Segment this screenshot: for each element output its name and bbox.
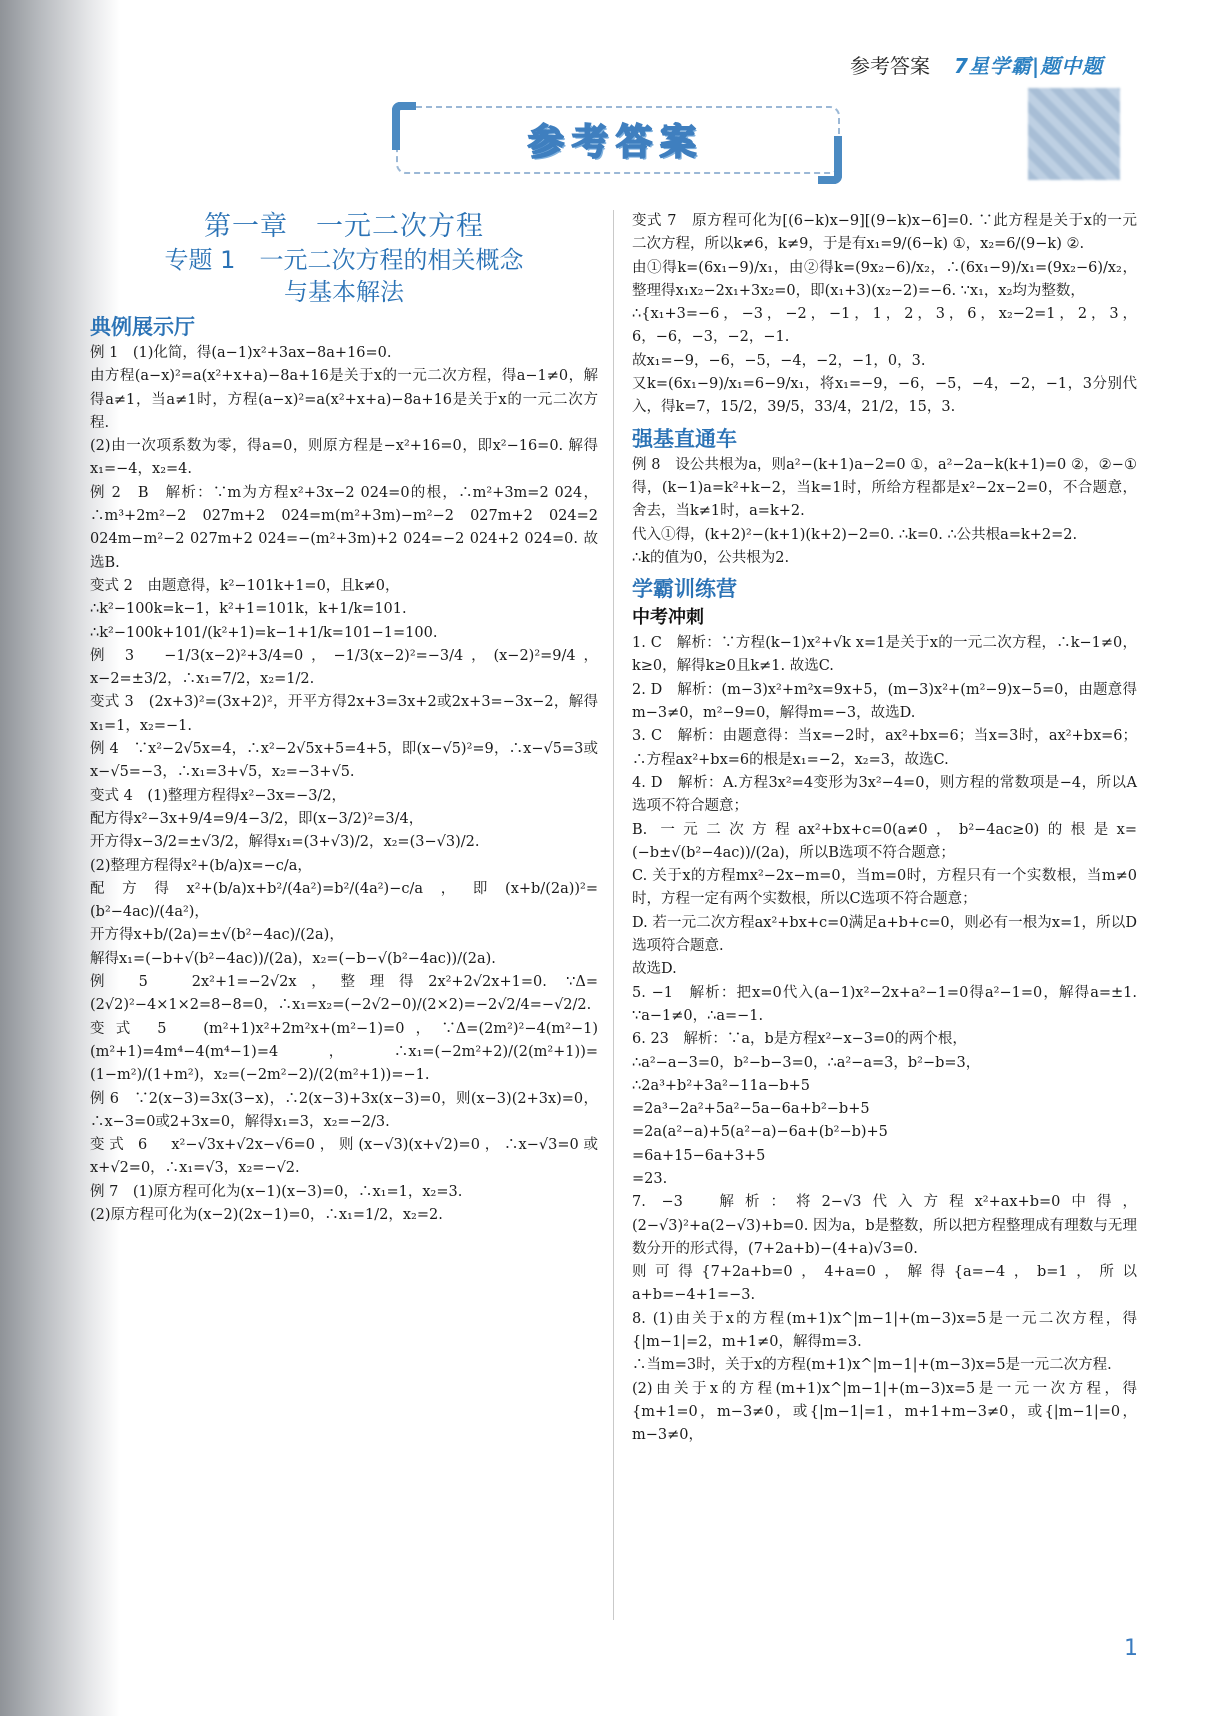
- answer-line: 变式 4 (1)整理方程得x²−3x=−3/2，: [90, 787, 347, 804]
- answer-line: 2. D 解析：(m−3)x²+m²x=9x+5，(m−3)x²+(m²−9)x−5=0，由题意得m−3≠0，m²−9=0，解得m=−3，故选D.: [632, 681, 1137, 722]
- answer-line: 又k=(6x₁−9)/x₁=6−9/x₁，将x₁=−9，−6，−5，−4，−2，−1，3分别代入，得k=7，15/2，39/5，33/4，21/2，15，3.: [632, 376, 1137, 416]
- answer-line: 配方得x²+(b/a)x+b²/(4a²)=b²/(4a²)−c/a，即(x+b/(2a))²=(b²−4ac)/(4a²)，: [90, 880, 598, 921]
- answer-line: ∴k²−100k=k−1，k²+1=101k，k+1/k=101.: [90, 601, 407, 618]
- right-column: [632, 210, 1137, 1448]
- answer-line: ∴当m=3时，关于x的方程(m+1)x^|m−1|+(m−3)x=5是一元二次方程.: [632, 1357, 1112, 1374]
- topic-title-line1: 专题 1 一元二次方程的相关概念: [164, 246, 524, 274]
- answer-line: 3. C 解析：由题意得：当x=−2时，ax²+bx=6；当x=3时，ax²+bx=6；∴方程ax²+bx=6的根是x₁=−2，x₂=3，故选C.: [632, 728, 1137, 768]
- answer-line: 开方得x−3/2=±√3/2，解得x₁=(3+√3)/2，x₂=(3−√3)/2.: [90, 834, 480, 851]
- answer-line: 代入①得，(k+2)²−(k+1)(k+2)−2=0. ∴k=0. ∴公共根a=k+2=2.: [632, 526, 1078, 543]
- answer-line: 例 5 2x²+1=−2√2x，整理得2x²+2√2x+1=0. ∵Δ=(2√2)²−4×1×2=8−8=0，∴x₁=x₂=(−2√2−0)/(2×2)=−2√2/4=−√2/2.: [90, 974, 598, 1014]
- answer-line: 4. D 解析：A.方程3x²=4变形为3x²−4=0，则方程的常数项是−4，所以A选项不符合题意；: [632, 774, 1137, 815]
- answer-line: 变式 7 原方程可化为[(6−k)x−9][(9−k)x−6]=0. ∵此方程是关于x的一元二次方程，所以k≠6，k≠9，于是有x₁=9/(6−k) ①，x₂=6/(9−k) ②.: [632, 213, 1137, 253]
- answer-line: 变式 5 (m²+1)x²+2m²x+(m²−1)=0，∵Δ=(2m²)²−4(m²−1)(m²+1)=4m⁴−4(m⁴−1)=4，∴x₁=(−2m²+2)/(2(m²+1))=(1−m²)/(1+m²)，x₂=(−2m²−2)/(2(m²+1))=−1.: [90, 1020, 598, 1084]
- answer-line: 解得x₁=(−b+√(b²−4ac))/(2a)，x₂=(−b−√(b²−4ac))/(2a).: [90, 950, 496, 967]
- answer-line: C. 关于x的方程mx²−2x−m=0，当m=0时，方程只有一个实数根，当m≠0时，方程一定有两个实数根，所以C选项不符合题意；: [632, 868, 1137, 908]
- left-answer-lines: [90, 342, 598, 1227]
- answer-line: 故选D.: [632, 961, 677, 978]
- answer-line: B. 一元二次方程ax²+bx+c=0(a≠0，b²−4ac≥0)的根是x=(−b±√(b²−4ac))/(2a)，所以B选项不符合题意；: [632, 821, 1137, 861]
- topic-title-line2: 与基本解法: [284, 278, 404, 306]
- header-label: 参考答案: [850, 54, 930, 78]
- answer-line: 6. 23 解析：∵a，b是方程x²−x−3=0的两个根，: [632, 1031, 967, 1048]
- answer-line: 7. −3 解析：将2−√3代入方程x²+ax+b=0中得，(2−√3)²+a(2−√3)+b=0. 因为a，b是整数，所以把方程整理成有理数与无理数分开的形式得，(7+2a+b)−(4+a)√3=0.: [632, 1194, 1137, 1257]
- right-answer-lines-top: [632, 210, 1137, 420]
- answer-line: =2a(a²−a)+5(a²−a)−6a+(b²−b)+5: [632, 1124, 888, 1141]
- column-divider: [613, 210, 614, 1620]
- answer-line: ∴k的值为0，公共根为2.: [632, 549, 790, 566]
- answer-line: (2)由一次项系数为零，得a=0，则原方程是−x²+16=0，即x²−16=0. 解得x₁=−4，x₂=4.: [90, 438, 598, 478]
- answer-line: 例 6 ∵2(x−3)=3x(3−x)，∴2(x−3)+3x(x−3)=0，则(x−3)(2+3x)=0，∴x−3=0或2+3x=0，解得x₁=3，x₂=−2/3.: [90, 1090, 598, 1130]
- section-heading-xueba: 学霸训练营: [632, 577, 737, 602]
- section-heading: 典例展示厅: [90, 315, 195, 339]
- answer-line: ∴a²−a−3=0，b²−b−3=0，∴a²−a=3，b²−b=3，: [632, 1054, 981, 1071]
- answer-line: 变式 3 (2x+3)²=(3x+2)²，开平方得2x+3=3x+2或2x+3=−3x−2，解得x₁=1，x₂=−1.: [90, 694, 598, 734]
- answer-line: =2a³−2a²+5a²−5a−6a+b²−b+5: [632, 1101, 870, 1118]
- answer-line: 例 3 −1/3(x−2)²+3/4=0，−1/3(x−2)²=−3/4，(x−2)²=9/4，x−2=±3/2，∴x₁=7/2，x₂=1/2.: [90, 647, 598, 688]
- answer-line: 例 1 (1)化简，得(a−1)x²+3ax−8a+16=0.: [90, 345, 392, 361]
- answer-line: 5. −1 解析：把x=0代入(a−1)x²−2x+a²−1=0得a²−1=0，解得a=±1. ∵a−1≠0，∴a=−1.: [632, 984, 1137, 1024]
- right-answer-lines-mid: [632, 454, 1137, 570]
- answer-line: 故x₁=−9，−6，−5，−4，−2，−1，0，3.: [632, 352, 926, 369]
- answer-line: D. 若一元二次方程ax²+bx+c=0满足a+b+c=0，则必有一根为x=1，所以D选项符合题意.: [632, 914, 1137, 955]
- answer-line: 配方得x²−3x+9/4=9/4−3/2，即(x−3/2)²=3/4，: [90, 810, 424, 827]
- chapter-title: 第一章 一元二次方程: [204, 211, 484, 242]
- answer-line: 例 7 (1)原方程可化为(x−1)(x−3)=0，∴x₁=1，x₂=3.: [90, 1183, 463, 1200]
- answer-line: 变式 2 由题意得，k²−101k+1=0，且k≠0，: [90, 577, 400, 594]
- page-header: [850, 50, 1103, 79]
- answer-line: =23.: [632, 1170, 668, 1187]
- answer-line: (2)整理方程得x²+(b/a)x=−c/a，: [90, 857, 312, 874]
- answer-line: 例 4 ∵x²−2√5x=4，∴x²−2√5x+5=4+5，即(x−√5)²=9，∴x−√5=3或x−√5=−3，∴x₁=3+√5，x₂=−3+√5.: [90, 741, 598, 781]
- answer-line: 由①得k=(6x₁−9)/x₁，由②得k=(9x₂−6)/x₂，∴(6x₁−9)/x₁=(9x₂−6)/x₂，整理得x₁x₂−2x₁+3x₂=0，即(x₁+3)(x₂−2)=−6. ∵x₁，x₂均为整数，: [632, 259, 1137, 299]
- qr-code: [1028, 88, 1120, 180]
- answer-line: 变式 6 x²−√3x+√2x−√6=0，则(x−√3)(x+√2)=0，∴x−√3=0或x+√2=0，∴x₁=√3，x₂=−√2.: [90, 1137, 598, 1177]
- subsection-heading: 中考冲刺: [632, 607, 704, 629]
- answer-line: 开方得x+b/(2a)=±√(b²−4ac)/(2a)，: [90, 927, 344, 944]
- left-column: [90, 210, 598, 1227]
- answer-line: ∴2a³+b²+3a²−11a−b+5: [632, 1077, 811, 1094]
- answer-line: (2)由关于x的方程(m+1)x^|m−1|+(m−3)x=5是一元一次方程，得{m+1=0，m−3≠0，或{|m−1|=1，m+1+m−3≠0，或{|m−1|=0，m−3≠0，: [632, 1380, 1137, 1444]
- answer-line: (2)原方程可化为(x−2)(2x−1)=0，∴x₁=1/2，x₂=2.: [90, 1206, 443, 1223]
- page-number: 1: [1124, 1636, 1138, 1661]
- brand-name: 7星学霸|题中题: [954, 54, 1104, 78]
- right-answer-lines-bottom: [632, 632, 1137, 1447]
- answer-line: ∴{x₁+3=−6，−3，−2，−1，1，2，3，6，x₂−2=1，2，3，6，−6，−3，−2，−1.: [632, 306, 1137, 346]
- answer-line: =6a+15−6a+3+5: [632, 1147, 766, 1164]
- answer-line: 例 8 设公共根为a，则a²−(k+1)a−2=0 ①，a²−2a−k(k+1)=0 ②，②−①得，(k−1)a=k²+k−2，当k=1时，所给方程都是x²−2x−2=0，不合题意，舍去，当k≠1时，a=k+2.: [632, 456, 1137, 520]
- answer-line: ∴k²−100k+101/(k²+1)=k−1+1/k=101−1=100.: [90, 624, 438, 641]
- answer-line: 由方程(a−x)²=a(x²+x+a)−8a+16是关于x的一元二次方程，得a−1≠0，解得a≠1，当a≠1时，方程(a−x)²=a(x²+x+a)−8a+16是关于x的一元二次方程.: [90, 368, 598, 431]
- answer-line: 1. C 解析：∵方程(k−1)x²+√k x=1是关于x的一元二次方程，∴k−1≠0，k≥0，解得k≥0且k≠1. 故选C.: [632, 635, 1137, 675]
- section-heading-qiangji: 强基直通车: [632, 426, 737, 451]
- answer-line: 例 2 B 解析：∵m为方程x²+3x−2 024=0的根，∴m²+3m=2 024，∴m³+2m²−2 027m+2 024=m(m²+3m)−m²−2 027m+2 024=2 024m−m²−2 027m+2 024=−(m²+3m)+2 024=−2 024+2 024=0. 故选B.: [90, 484, 598, 571]
- answer-line: 8. (1)由关于x的方程(m+1)x^|m−1|+(m−3)x=5是一元二次方程，得{|m−1|=2，m+1≠0，解得m=3.: [632, 1310, 1137, 1351]
- banner-title: 参考答案: [527, 122, 704, 163]
- answer-line: 则可得{7+2a+b=0，4+a=0，解得{a=−4，b=1，所以a+b=−4+1=−3.: [632, 1264, 1137, 1304]
